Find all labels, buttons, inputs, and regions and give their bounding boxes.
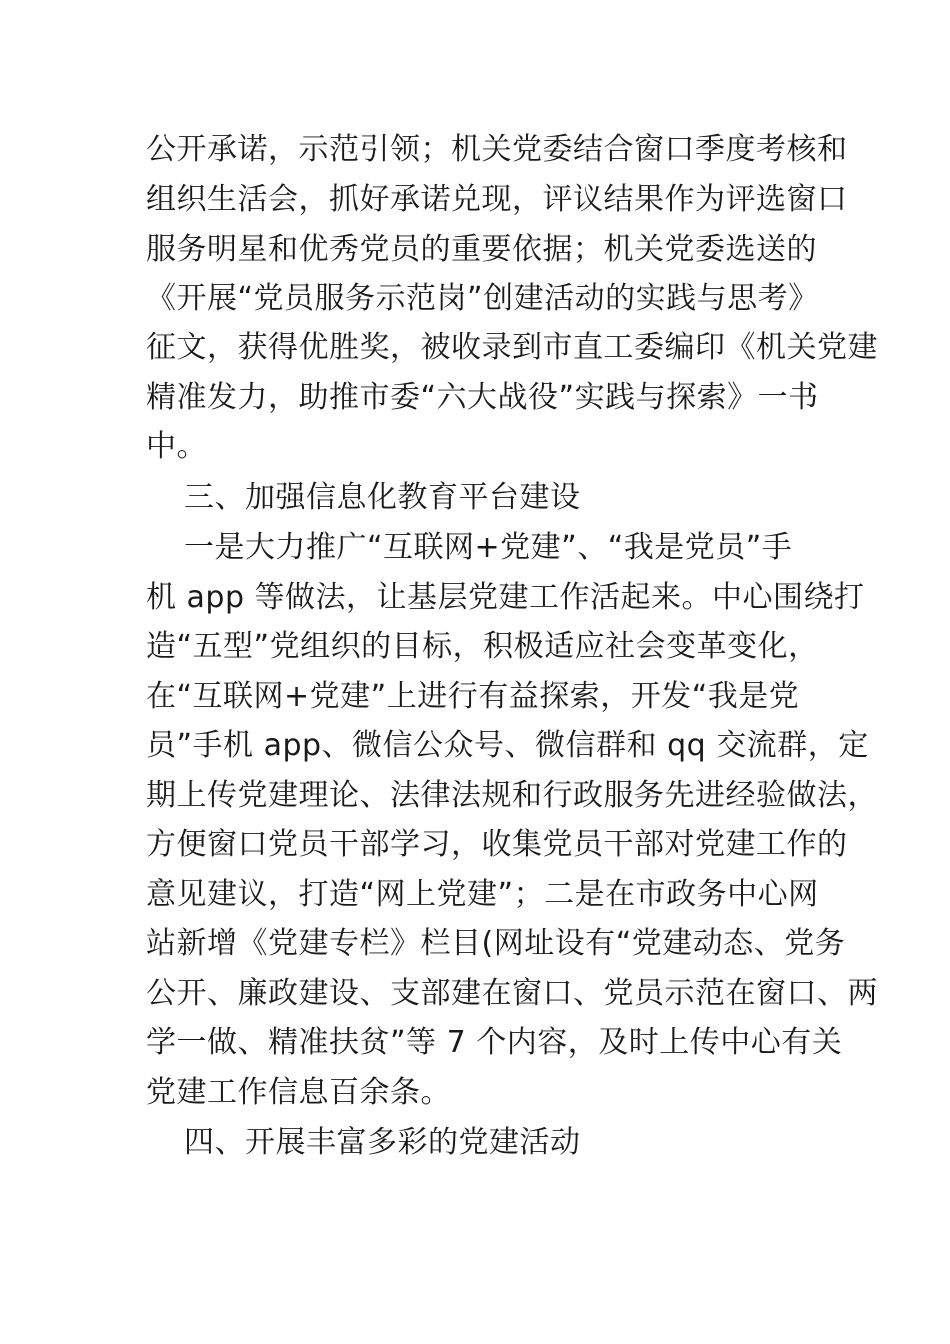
text-line: 意见建议，打造“网上党建”；二是在市政务中心网 (146, 877, 819, 912)
text-line: 征文，获得优胜奖，被收录到市直工委编印《机关党建 (146, 330, 878, 365)
text-line: 在“互联网+党建”上进行有益探索，开发“我是党 (146, 679, 800, 714)
text-line: 员”手机 app、微信公众号、微信群和 qq 交流群，定 (146, 728, 869, 763)
text-line: 精准发力，助推市委“六大战役”实践与探索》一书 (146, 380, 819, 415)
text-line: 方便窗口党员干部学习，收集党员干部对党建工作的 (146, 827, 848, 862)
text-line: 期上传党建理论、法律法规和行政服务先进经验做法， (146, 778, 878, 813)
text-line: 一是大力推广“互联网+党建”、“我是党员”手 (184, 530, 793, 565)
text-line: 站新增《党建专栏》栏目(网址设有“党建动态、党务 (146, 926, 846, 961)
text-line: 服务明星和优秀党员的重要依据；机关党委选送的 (146, 232, 817, 267)
text-line: 造“五型”党组织的目标，积极适应社会变革变化， (146, 629, 819, 664)
text-line: 机 app 等做法，让基层党建工作活起来。中心围绕打 (146, 580, 865, 615)
text-line: 中。 (146, 429, 207, 464)
section-heading: 三、加强信息化教育平台建设 (184, 480, 581, 515)
text-line: 《开展“党员服务示范岗”创建活动的实践与思考》 (146, 281, 819, 316)
text-line: 组织生活会，抓好承诺兑现，评议结果作为评选窗口 (146, 182, 848, 217)
text-line: 党建工作信息百余条。 (146, 1075, 451, 1110)
text-line: 学一做、精准扶贫”等 7 个内容，及时上传中心有关 (146, 1025, 843, 1060)
text-line: 公开承诺，示范引领；机关党委结合窗口季度考核和 (146, 132, 848, 167)
text-line: 公开、廉政建设、支部建在窗口、党员示范在窗口、两 (146, 976, 878, 1011)
section-heading: 四、开展丰富多彩的党建活动 (184, 1125, 581, 1160)
